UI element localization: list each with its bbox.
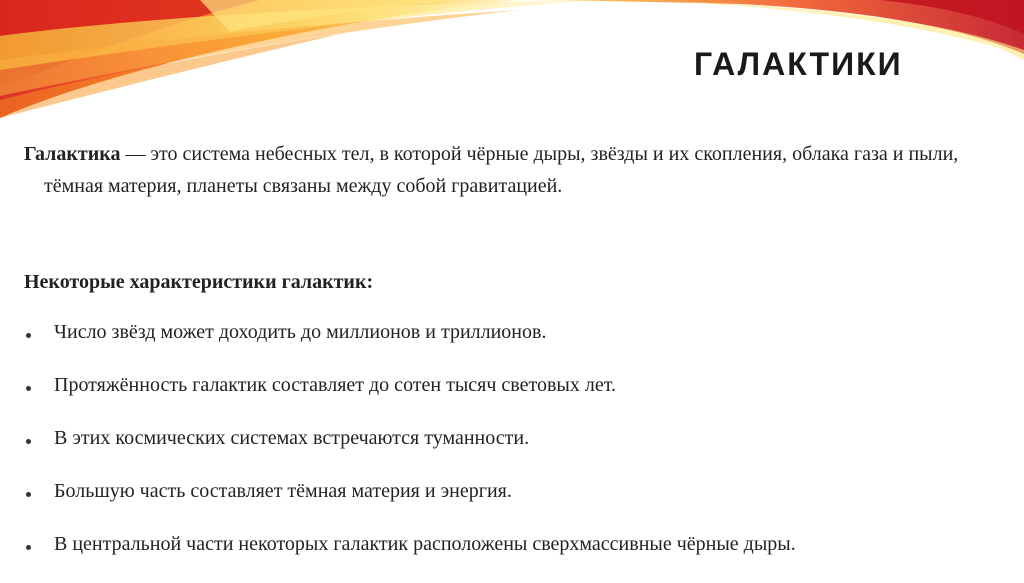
list-item	[24, 318, 1014, 371]
definition-text: — это система небесных тел, в которой чёрные дыры, звёзды и их скопления, облака газа и пыли, тёмная материя, планеты связаны между собой гравитацией.	[44, 143, 959, 197]
list-item-text: В центральной части некоторых галактик расположены сверхмассивные чёрные дыры.	[54, 533, 796, 555]
slide-title: ГАЛАКТИКИ	[694, 46, 903, 82]
list-item-text: Число звёзд может доходить до миллионов и триллионов.	[54, 321, 547, 343]
list-item-text: В этих космических системах встречаются туманности.	[54, 427, 530, 449]
bullet-icon	[26, 333, 31, 338]
list-item	[24, 477, 1014, 530]
list-item	[24, 371, 1014, 424]
list-item-text: Протяжённость галактик составляет до сотен тысяч световых лет.	[54, 374, 616, 396]
definition-paragraph	[24, 138, 1014, 202]
list-item-text: Большую часть составляет тёмная материя и энергия.	[54, 480, 512, 502]
list-item	[24, 530, 1014, 583]
definition-term: Галактика	[24, 143, 121, 165]
characteristics-list	[24, 318, 1014, 583]
list-item	[24, 424, 1014, 477]
slide-content	[24, 138, 1014, 555]
bullet-icon	[26, 545, 31, 550]
bullet-icon	[26, 439, 31, 444]
characteristics-heading: Некоторые характеристики галактик:	[24, 271, 374, 293]
bullet-icon	[26, 386, 31, 391]
bullet-icon	[26, 492, 31, 497]
